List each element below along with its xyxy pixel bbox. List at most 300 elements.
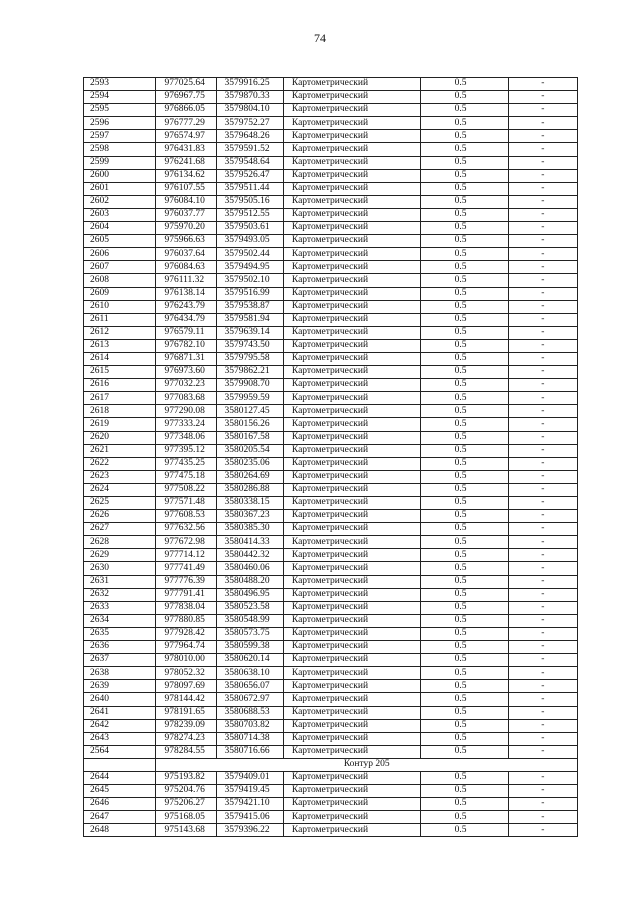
y-coordinate-cell: 3579503.61 xyxy=(216,222,283,235)
accuracy-cell: 0.5 xyxy=(420,457,508,470)
y-coordinate-cell: 3580235.06 xyxy=(216,457,283,470)
method-cell: Картометрический xyxy=(283,300,420,313)
table-row xyxy=(84,195,578,208)
point-number-cell: 2641 xyxy=(84,706,156,719)
x-coordinate-cell: 977608.53 xyxy=(156,510,216,523)
x-coordinate-cell: 978010.00 xyxy=(156,654,216,667)
point-number-cell: 2632 xyxy=(84,588,156,601)
y-coordinate-cell: 3579752.27 xyxy=(216,117,283,130)
point-number-cell: 2599 xyxy=(84,156,156,169)
point-number-cell: 2615 xyxy=(84,366,156,379)
x-coordinate-cell: 978144.42 xyxy=(156,693,216,706)
point-number-cell: 2636 xyxy=(84,641,156,654)
point-number-cell: 2643 xyxy=(84,732,156,745)
y-coordinate-cell: 3580573.75 xyxy=(216,627,283,640)
table-row xyxy=(84,261,578,274)
y-coordinate-cell: 3580367.23 xyxy=(216,510,283,523)
method-cell: Картометрический xyxy=(283,523,420,536)
method-cell: Картометрический xyxy=(283,117,420,130)
x-coordinate-cell: 978191.65 xyxy=(156,706,216,719)
x-coordinate-cell: 977928.42 xyxy=(156,627,216,640)
method-cell: Картометрический xyxy=(283,287,420,300)
x-coordinate-cell: 976973.60 xyxy=(156,366,216,379)
method-cell: Картометрический xyxy=(283,562,420,575)
accuracy-cell: 0.5 xyxy=(420,601,508,614)
x-coordinate-cell: 978274.23 xyxy=(156,732,216,745)
note-cell: - xyxy=(508,418,577,431)
note-cell: - xyxy=(508,222,577,235)
point-number-cell: 2647 xyxy=(84,811,156,824)
x-coordinate-cell: 977791.41 xyxy=(156,588,216,601)
point-number-cell: 2613 xyxy=(84,339,156,352)
accuracy-cell: 0.5 xyxy=(420,470,508,483)
table-row xyxy=(84,457,578,470)
method-cell: Картометрический xyxy=(283,667,420,680)
method-cell: Картометрический xyxy=(283,457,420,470)
x-coordinate-cell: 975206.27 xyxy=(156,798,216,811)
accuracy-cell: 0.5 xyxy=(420,156,508,169)
y-coordinate-cell: 3579419.45 xyxy=(216,785,283,798)
y-coordinate-cell: 3579512.55 xyxy=(216,208,283,221)
y-coordinate-cell: 3579648.26 xyxy=(216,130,283,143)
method-cell: Картометрический xyxy=(283,78,420,91)
point-number-cell: 2595 xyxy=(84,104,156,117)
method-cell: Картометрический xyxy=(283,798,420,811)
method-cell: Картометрический xyxy=(283,274,420,287)
method-cell: Картометрический xyxy=(283,575,420,588)
y-coordinate-cell: 3579591.52 xyxy=(216,143,283,156)
x-coordinate-cell: 976434.79 xyxy=(156,313,216,326)
y-coordinate-cell: 3580264.69 xyxy=(216,470,283,483)
note-cell: - xyxy=(508,156,577,169)
y-coordinate-cell: 3579538.87 xyxy=(216,300,283,313)
method-cell: Картометрический xyxy=(283,208,420,221)
accuracy-cell: 0.5 xyxy=(420,418,508,431)
note-cell: - xyxy=(508,732,577,745)
note-cell: - xyxy=(508,811,577,824)
note-cell: - xyxy=(508,352,577,365)
accuracy-cell: 0.5 xyxy=(420,627,508,640)
y-coordinate-cell: 3579502.44 xyxy=(216,248,283,261)
note-cell: - xyxy=(508,771,577,784)
method-cell: Картометрический xyxy=(283,601,420,614)
table-row xyxy=(84,156,578,169)
point-number-cell: 2607 xyxy=(84,261,156,274)
table-row xyxy=(84,274,578,287)
note-cell: - xyxy=(508,130,577,143)
coordinates-table xyxy=(83,77,578,837)
table-row xyxy=(84,339,578,352)
section-row-group xyxy=(84,758,578,771)
y-coordinate-cell: 3579795.58 xyxy=(216,352,283,365)
note-cell: - xyxy=(508,287,577,300)
method-cell: Картометрический xyxy=(283,235,420,248)
table-row xyxy=(84,497,578,510)
point-number-cell: 2608 xyxy=(84,274,156,287)
point-number-cell: 2564 xyxy=(84,745,156,758)
note-cell: - xyxy=(508,470,577,483)
accuracy-cell: 0.5 xyxy=(420,248,508,261)
method-cell: Картометрический xyxy=(283,510,420,523)
accuracy-cell: 0.5 xyxy=(420,208,508,221)
table-row xyxy=(84,117,578,130)
accuracy-cell: 0.5 xyxy=(420,680,508,693)
table-row xyxy=(84,287,578,300)
y-coordinate-cell: 3579639.14 xyxy=(216,326,283,339)
note-cell: - xyxy=(508,693,577,706)
x-coordinate-cell: 977672.98 xyxy=(156,536,216,549)
table-row xyxy=(84,91,578,104)
point-number-cell: 2611 xyxy=(84,313,156,326)
table-row xyxy=(84,104,578,117)
accuracy-cell: 0.5 xyxy=(420,405,508,418)
table-row xyxy=(84,431,578,444)
accuracy-cell: 0.5 xyxy=(420,169,508,182)
note-cell: - xyxy=(508,169,577,182)
x-coordinate-cell: 976084.63 xyxy=(156,261,216,274)
x-coordinate-cell: 975143.68 xyxy=(156,824,216,837)
method-cell: Картометрический xyxy=(283,549,420,562)
point-number-cell: 2593 xyxy=(84,78,156,91)
y-coordinate-cell: 3579743.50 xyxy=(216,339,283,352)
table-row xyxy=(84,444,578,457)
table-row xyxy=(84,405,578,418)
point-number-cell: 2604 xyxy=(84,222,156,235)
x-coordinate-cell: 976037.77 xyxy=(156,208,216,221)
y-coordinate-cell: 3580638.10 xyxy=(216,667,283,680)
table-row xyxy=(84,352,578,365)
method-cell: Картометрический xyxy=(283,811,420,824)
accuracy-cell: 0.5 xyxy=(420,78,508,91)
accuracy-cell: 0.5 xyxy=(420,117,508,130)
x-coordinate-cell: 977395.12 xyxy=(156,444,216,457)
accuracy-cell: 0.5 xyxy=(420,235,508,248)
point-number-cell: 2598 xyxy=(84,143,156,156)
y-coordinate-cell: 3580442.32 xyxy=(216,549,283,562)
note-cell: - xyxy=(508,745,577,758)
table-row xyxy=(84,536,578,549)
accuracy-cell: 0.5 xyxy=(420,719,508,732)
table-row xyxy=(84,326,578,339)
point-number-cell: 2626 xyxy=(84,510,156,523)
x-coordinate-cell: 978284.55 xyxy=(156,745,216,758)
note-cell: - xyxy=(508,379,577,392)
table-row xyxy=(84,614,578,627)
method-cell: Картометрический xyxy=(283,313,420,326)
x-coordinate-cell: 975204.76 xyxy=(156,785,216,798)
method-cell: Картометрический xyxy=(283,339,420,352)
y-coordinate-cell: 3580523.58 xyxy=(216,601,283,614)
note-cell: - xyxy=(508,366,577,379)
method-cell: Картометрический xyxy=(283,261,420,274)
accuracy-cell: 0.5 xyxy=(420,693,508,706)
table-row xyxy=(84,588,578,601)
point-number-cell: 2618 xyxy=(84,405,156,418)
point-number-cell: 2638 xyxy=(84,667,156,680)
x-coordinate-cell: 978097.69 xyxy=(156,680,216,693)
table-row xyxy=(84,785,578,798)
accuracy-cell: 0.5 xyxy=(420,510,508,523)
point-number-cell: 2602 xyxy=(84,195,156,208)
point-number-cell: 2594 xyxy=(84,91,156,104)
y-coordinate-cell: 3579581.94 xyxy=(216,313,283,326)
y-coordinate-cell: 3579516.99 xyxy=(216,287,283,300)
x-coordinate-cell: 978239.09 xyxy=(156,719,216,732)
x-coordinate-cell: 977290.08 xyxy=(156,405,216,418)
y-coordinate-cell: 3580205.54 xyxy=(216,444,283,457)
table-row xyxy=(84,379,578,392)
point-number-cell: 2606 xyxy=(84,248,156,261)
point-number-cell: 2648 xyxy=(84,824,156,837)
point-number-cell: 2646 xyxy=(84,798,156,811)
y-coordinate-cell: 3580620.14 xyxy=(216,654,283,667)
y-coordinate-cell: 3580716.66 xyxy=(216,745,283,758)
x-coordinate-cell: 977838.04 xyxy=(156,601,216,614)
note-cell: - xyxy=(508,195,577,208)
x-coordinate-cell: 978052.32 xyxy=(156,667,216,680)
table-row xyxy=(84,78,578,91)
note-cell: - xyxy=(508,431,577,444)
method-cell: Картометрический xyxy=(283,693,420,706)
y-coordinate-cell: 3579494.95 xyxy=(216,261,283,274)
x-coordinate-cell: 977714.12 xyxy=(156,549,216,562)
table-row xyxy=(84,654,578,667)
method-cell: Картометрический xyxy=(283,680,420,693)
x-coordinate-cell: 976782.10 xyxy=(156,339,216,352)
point-number-cell: 2597 xyxy=(84,130,156,143)
x-coordinate-cell: 977741.49 xyxy=(156,562,216,575)
point-number-cell: 2601 xyxy=(84,182,156,195)
point-number-cell: 2627 xyxy=(84,523,156,536)
table-row xyxy=(84,601,578,614)
accuracy-cell: 0.5 xyxy=(420,549,508,562)
note-cell: - xyxy=(508,627,577,640)
accuracy-cell: 0.5 xyxy=(420,824,508,837)
x-coordinate-cell: 977025.64 xyxy=(156,78,216,91)
method-cell: Картометрический xyxy=(283,431,420,444)
point-number-cell: 2620 xyxy=(84,431,156,444)
x-coordinate-cell: 976134.62 xyxy=(156,169,216,182)
point-number-cell: 2644 xyxy=(84,771,156,784)
x-coordinate-cell: 977333.24 xyxy=(156,418,216,431)
note-cell: - xyxy=(508,601,577,614)
method-cell: Картометрический xyxy=(283,483,420,496)
x-coordinate-cell: 977348.06 xyxy=(156,431,216,444)
accuracy-cell: 0.5 xyxy=(420,352,508,365)
method-cell: Картометрический xyxy=(283,418,420,431)
point-number-cell: 2639 xyxy=(84,680,156,693)
accuracy-cell: 0.5 xyxy=(420,300,508,313)
note-cell: - xyxy=(508,641,577,654)
note-cell: - xyxy=(508,510,577,523)
accuracy-cell: 0.5 xyxy=(420,745,508,758)
accuracy-cell: 0.5 xyxy=(420,274,508,287)
method-cell: Картометрический xyxy=(283,470,420,483)
table-row xyxy=(84,719,578,732)
x-coordinate-cell: 976084.10 xyxy=(156,195,216,208)
note-cell: - xyxy=(508,78,577,91)
method-cell: Картометрический xyxy=(283,588,420,601)
table-row xyxy=(84,313,578,326)
accuracy-cell: 0.5 xyxy=(420,366,508,379)
y-coordinate-cell: 3580385.30 xyxy=(216,523,283,536)
y-coordinate-cell: 3579908.70 xyxy=(216,379,283,392)
accuracy-cell: 0.5 xyxy=(420,143,508,156)
method-cell: Картометрический xyxy=(283,352,420,365)
note-cell: - xyxy=(508,339,577,352)
point-number-cell: 2619 xyxy=(84,418,156,431)
method-cell: Картометрический xyxy=(283,222,420,235)
table-row xyxy=(84,706,578,719)
method-cell: Картометрический xyxy=(283,614,420,627)
accuracy-cell: 0.5 xyxy=(420,483,508,496)
x-coordinate-cell: 977964.74 xyxy=(156,641,216,654)
x-coordinate-cell: 977435.25 xyxy=(156,457,216,470)
point-number-cell: 2612 xyxy=(84,326,156,339)
table-row xyxy=(84,510,578,523)
accuracy-cell: 0.5 xyxy=(420,195,508,208)
table-row xyxy=(84,575,578,588)
accuracy-cell: 0.5 xyxy=(420,287,508,300)
table-row xyxy=(84,732,578,745)
y-coordinate-cell: 3579548.64 xyxy=(216,156,283,169)
y-coordinate-cell: 3580286.88 xyxy=(216,483,283,496)
note-cell: - xyxy=(508,261,577,274)
point-number-cell: 2634 xyxy=(84,614,156,627)
page-number: 74 xyxy=(314,31,326,45)
note-cell: - xyxy=(508,143,577,156)
note-cell: - xyxy=(508,91,577,104)
x-coordinate-cell: 977083.68 xyxy=(156,392,216,405)
note-cell: - xyxy=(508,549,577,562)
table-row xyxy=(84,680,578,693)
note-cell: - xyxy=(508,405,577,418)
method-cell: Картометрический xyxy=(283,130,420,143)
point-number-cell: 2640 xyxy=(84,693,156,706)
table-row xyxy=(84,418,578,431)
method-cell: Картометрический xyxy=(283,248,420,261)
table-row xyxy=(84,667,578,680)
x-coordinate-cell: 976111.32 xyxy=(156,274,216,287)
accuracy-cell: 0.5 xyxy=(420,379,508,392)
point-number-cell: 2625 xyxy=(84,497,156,510)
x-coordinate-cell: 977032.23 xyxy=(156,379,216,392)
point-number-cell: 2616 xyxy=(84,379,156,392)
table-row xyxy=(84,300,578,313)
table-row xyxy=(84,222,578,235)
y-coordinate-cell: 3580496.95 xyxy=(216,588,283,601)
note-cell: - xyxy=(508,104,577,117)
table-row xyxy=(84,745,578,758)
note-cell: - xyxy=(508,719,577,732)
table-row xyxy=(84,562,578,575)
method-cell: Картометрический xyxy=(283,771,420,784)
note-cell: - xyxy=(508,536,577,549)
table-row xyxy=(84,130,578,143)
note-cell: - xyxy=(508,182,577,195)
coordinates-table-body-a xyxy=(84,78,578,759)
table-row xyxy=(84,627,578,640)
x-coordinate-cell: 976241.68 xyxy=(156,156,216,169)
point-number-cell: 2624 xyxy=(84,483,156,496)
section-row xyxy=(84,758,578,771)
x-coordinate-cell: 977632.56 xyxy=(156,523,216,536)
note-cell: - xyxy=(508,654,577,667)
note-cell: - xyxy=(508,457,577,470)
point-number-cell: 2605 xyxy=(84,235,156,248)
y-coordinate-cell: 3580338.15 xyxy=(216,497,283,510)
x-coordinate-cell: 976138.14 xyxy=(156,287,216,300)
y-coordinate-cell: 3580703.82 xyxy=(216,719,283,732)
method-cell: Картометрический xyxy=(283,824,420,837)
point-number-cell: 2614 xyxy=(84,352,156,365)
y-coordinate-cell: 3580548.99 xyxy=(216,614,283,627)
x-coordinate-cell: 977571.48 xyxy=(156,497,216,510)
table-row xyxy=(84,182,578,195)
x-coordinate-cell: 976037.64 xyxy=(156,248,216,261)
accuracy-cell: 0.5 xyxy=(420,785,508,798)
accuracy-cell: 0.5 xyxy=(420,562,508,575)
point-number-cell: 2629 xyxy=(84,549,156,562)
x-coordinate-cell: 976579.11 xyxy=(156,326,216,339)
note-cell: - xyxy=(508,313,577,326)
accuracy-cell: 0.5 xyxy=(420,641,508,654)
accuracy-cell: 0.5 xyxy=(420,497,508,510)
table-row xyxy=(84,208,578,221)
point-number-cell: 2623 xyxy=(84,470,156,483)
y-coordinate-cell: 3580414.33 xyxy=(216,536,283,549)
point-number-cell: 2603 xyxy=(84,208,156,221)
y-coordinate-cell: 3579862.21 xyxy=(216,366,283,379)
y-coordinate-cell: 3580488.20 xyxy=(216,575,283,588)
point-number-cell: 2621 xyxy=(84,444,156,457)
accuracy-cell: 0.5 xyxy=(420,771,508,784)
y-coordinate-cell: 3579511.44 xyxy=(216,182,283,195)
point-number-cell: 2610 xyxy=(84,300,156,313)
table-row xyxy=(84,248,578,261)
point-number-cell: 2596 xyxy=(84,117,156,130)
accuracy-cell: 0.5 xyxy=(420,654,508,667)
point-number-cell: 2628 xyxy=(84,536,156,549)
y-coordinate-cell: 3579396.22 xyxy=(216,824,283,837)
point-number-cell: 2630 xyxy=(84,562,156,575)
method-cell: Картометрический xyxy=(283,156,420,169)
note-cell: - xyxy=(508,588,577,601)
y-coordinate-cell: 3580688.53 xyxy=(216,706,283,719)
note-cell: - xyxy=(508,614,577,627)
table-row xyxy=(84,824,578,837)
note-cell: - xyxy=(508,326,577,339)
accuracy-cell: 0.5 xyxy=(420,811,508,824)
note-cell: - xyxy=(508,208,577,221)
y-coordinate-cell: 3579804.10 xyxy=(216,104,283,117)
x-coordinate-cell: 976871.31 xyxy=(156,352,216,365)
table-row xyxy=(84,693,578,706)
y-coordinate-cell: 3579959.59 xyxy=(216,392,283,405)
accuracy-cell: 0.5 xyxy=(420,667,508,680)
method-cell: Картометрический xyxy=(283,104,420,117)
accuracy-cell: 0.5 xyxy=(420,614,508,627)
x-coordinate-cell: 975168.05 xyxy=(156,811,216,824)
table-row xyxy=(84,523,578,536)
note-cell: - xyxy=(508,444,577,457)
note-cell: - xyxy=(508,497,577,510)
y-coordinate-cell: 3579916.25 xyxy=(216,78,283,91)
accuracy-cell: 0.5 xyxy=(420,339,508,352)
method-cell: Картометрический xyxy=(283,706,420,719)
note-cell: - xyxy=(508,785,577,798)
accuracy-cell: 0.5 xyxy=(420,444,508,457)
